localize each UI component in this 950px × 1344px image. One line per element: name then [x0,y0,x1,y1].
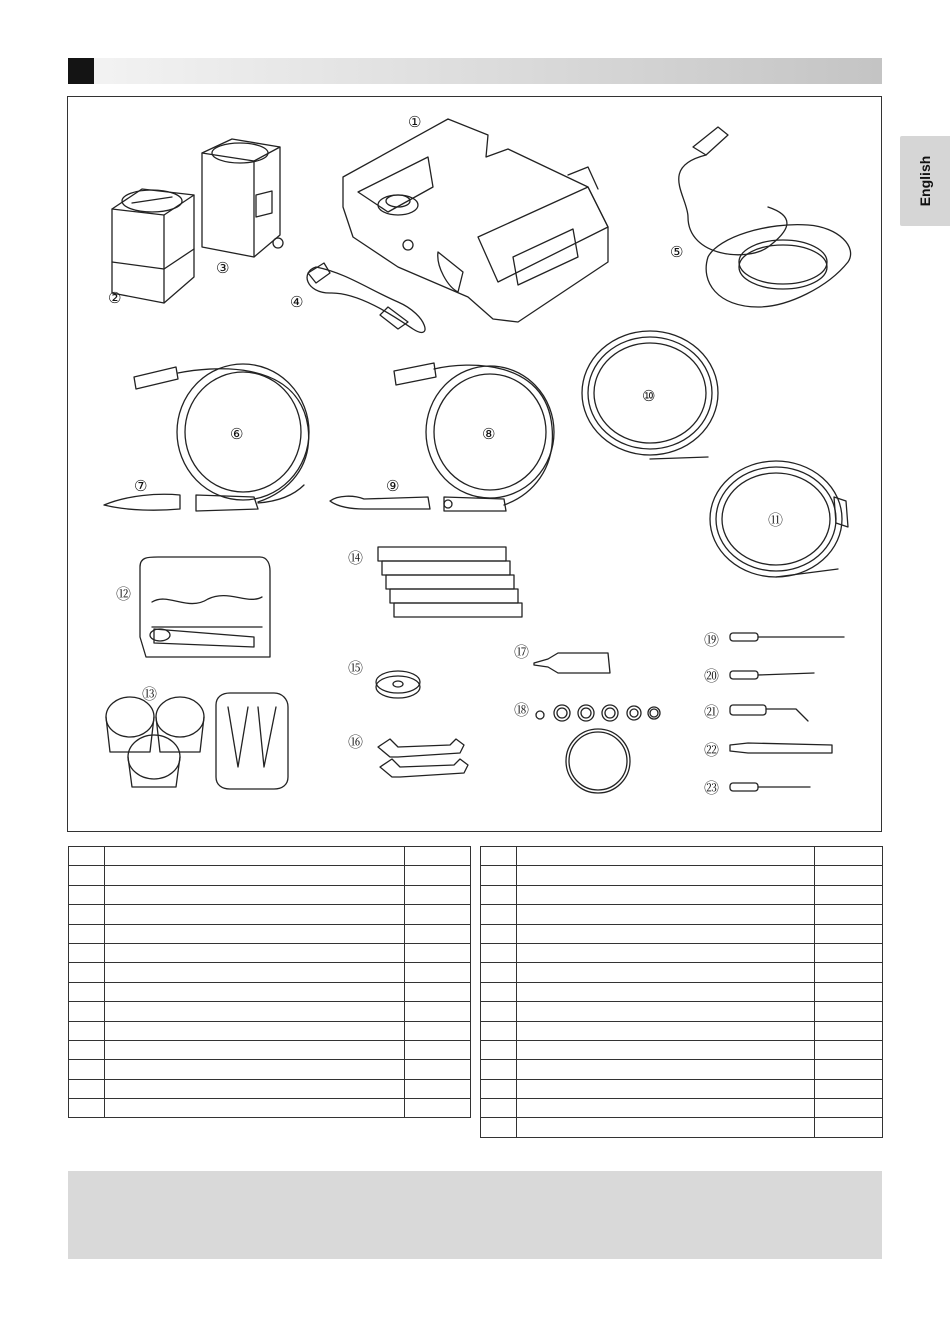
callout-20: ⑳ [704,667,720,685]
part-number-cell [69,1021,105,1040]
part-qty-cell [405,1079,471,1098]
part-number-cell [69,885,105,904]
part-number-cell [69,943,105,962]
part-number-cell [69,1099,105,1118]
part-number-cell [69,982,105,1001]
part-qty-cell [815,885,883,904]
note-box [68,1171,882,1259]
part-qty-cell [815,1002,883,1021]
table-row [481,1040,883,1059]
callout-13: ⑬ [142,685,158,703]
table-row [481,943,883,962]
part-number-cell [481,1002,517,1021]
table-row [69,866,471,885]
part-name-cell [105,963,405,982]
part-qty-cell [405,866,471,885]
section-marker-square [68,58,94,84]
part-name-cell [517,1099,815,1118]
table-row [69,1021,471,1040]
parts-table-left [68,846,471,1118]
part-qty-cell [815,1060,883,1079]
callout-16: ⑯ [348,733,364,751]
callout-2: ② [108,289,122,307]
callout-21: ㉑ [704,703,720,721]
part-number-cell [69,924,105,943]
part-number-cell [481,1118,517,1137]
callout-4: ④ [290,293,304,311]
part-qty-cell [815,905,883,924]
part-name-cell [105,1040,405,1059]
table-row [69,1040,471,1059]
table-row [69,943,471,962]
part-name-cell [105,847,405,866]
wheel-drawing [376,671,420,698]
part-number-cell [481,963,517,982]
part-qty-cell [405,1021,471,1040]
part-name-cell [517,1002,815,1021]
callout-3: ③ [216,259,230,277]
part-name-cell [105,885,405,904]
table-row [69,963,471,982]
callout-7: ⑦ [134,477,148,495]
part-number-cell [481,1099,517,1118]
table-row [481,963,883,982]
handpiece-cord-b-drawing [330,363,554,511]
part-name-cell [517,1021,815,1040]
part-number-cell [481,1060,517,1079]
part-qty-cell [405,924,471,943]
parts-illustration-frame [67,96,882,832]
table-row [69,1060,471,1079]
part-number-cell [69,1002,105,1021]
part-name-cell [517,963,815,982]
table-row [69,1099,471,1118]
table-row [69,1079,471,1098]
table-row [481,866,883,885]
part-qty-cell [405,847,471,866]
part-qty-cell [405,982,471,1001]
callout-9: ⑨ [386,477,400,495]
part-qty-cell [405,963,471,982]
table-row [481,1021,883,1040]
table-row [481,982,883,1001]
table-row [481,847,883,866]
table-row [481,905,883,924]
callout-19: ⑲ [704,631,720,649]
part-qty-cell [815,866,883,885]
part-number-cell [69,847,105,866]
part-name-cell [517,982,815,1001]
callout-1: ① [408,113,422,131]
part-qty-cell [815,847,883,866]
part-number-cell [481,943,517,962]
part-qty-cell [405,1060,471,1079]
part-name-cell [517,866,815,885]
tank-b-drawing [202,139,283,257]
part-qty-cell [815,963,883,982]
tube-pieces-drawing [378,547,522,617]
wrench-drawing [378,739,468,777]
tips-drawing [730,633,844,791]
table-row [69,847,471,866]
table-row [69,924,471,943]
part-name-cell [517,847,815,866]
part-number-cell [481,1040,517,1059]
table-row [69,1002,471,1021]
language-tab[interactable] [900,136,950,226]
part-qty-cell [405,1002,471,1021]
callout-15: ⑮ [348,659,364,677]
callout-18: ⑱ [514,701,530,719]
callout-10: ⑩ [642,387,656,405]
part-number-cell [69,866,105,885]
part-name-cell [105,1021,405,1040]
foot-control-drawing [679,127,851,307]
part-qty-cell [405,1099,471,1118]
part-name-cell [517,1079,815,1098]
callout-5: ⑤ [670,243,684,261]
part-qty-cell [815,943,883,962]
part-qty-cell [815,1021,883,1040]
table-row [481,1002,883,1021]
table-row [481,1079,883,1098]
part-number-cell [481,905,517,924]
callout-14: ⑭ [348,549,364,567]
main-unit-drawing [343,119,608,322]
section-header-bar [68,58,882,84]
part-name-cell [105,866,405,885]
callout-6: ⑥ [230,425,244,443]
parts-table-right [480,846,883,1138]
part-name-cell [517,924,815,943]
table-row [69,905,471,924]
callout-17: ⑰ [514,643,530,661]
part-number-cell [481,924,517,943]
part-name-cell [105,924,405,943]
table-row [481,1118,883,1137]
part-name-cell [517,885,815,904]
part-qty-cell [815,1079,883,1098]
part-name-cell [105,943,405,962]
callout-8: ⑧ [482,425,496,443]
part-qty-cell [405,943,471,962]
part-number-cell [481,847,517,866]
part-name-cell [105,1060,405,1079]
oil-bottle-drawing [534,653,610,673]
part-name-cell [517,905,815,924]
part-qty-cell [815,1099,883,1118]
table-row [69,885,471,904]
part-number-cell [69,1060,105,1079]
part-name-cell [105,1079,405,1098]
part-name-cell [517,1060,815,1079]
part-number-cell [481,1079,517,1098]
part-number-cell [69,963,105,982]
o-rings-drawing [536,705,660,793]
callout-12: ⑫ [116,585,132,603]
part-name-cell [517,1040,815,1059]
part-qty-cell [815,982,883,1001]
part-number-cell [481,982,517,1001]
case-drawing [140,557,270,657]
part-number-cell [481,866,517,885]
part-number-cell [69,1040,105,1059]
power-cord-drawing [307,263,425,332]
tip-holders-drawing [106,693,288,789]
table-row [481,924,883,943]
part-number-cell [69,1079,105,1098]
table-row [481,885,883,904]
table-row [481,1099,883,1118]
part-name-cell [105,905,405,924]
part-qty-cell [815,924,883,943]
callout-23: ㉓ [704,779,720,797]
table-row [481,1060,883,1079]
part-number-cell [481,885,517,904]
part-qty-cell [405,1040,471,1059]
part-qty-cell [815,1118,883,1137]
part-name-cell [517,1118,815,1137]
tank-a-drawing [112,189,194,303]
part-qty-cell [405,885,471,904]
parts-illustration [68,97,883,833]
part-number-cell [481,1021,517,1040]
part-name-cell [105,982,405,1001]
language-tab-label: English [917,155,933,207]
part-name-cell [105,1099,405,1118]
callout-22: ㉒ [704,741,720,759]
part-qty-cell [815,1040,883,1059]
callout-11: ⑪ [768,511,784,529]
part-name-cell [105,1002,405,1021]
table-row [69,982,471,1001]
part-name-cell [517,943,815,962]
part-number-cell [69,905,105,924]
part-qty-cell [405,905,471,924]
